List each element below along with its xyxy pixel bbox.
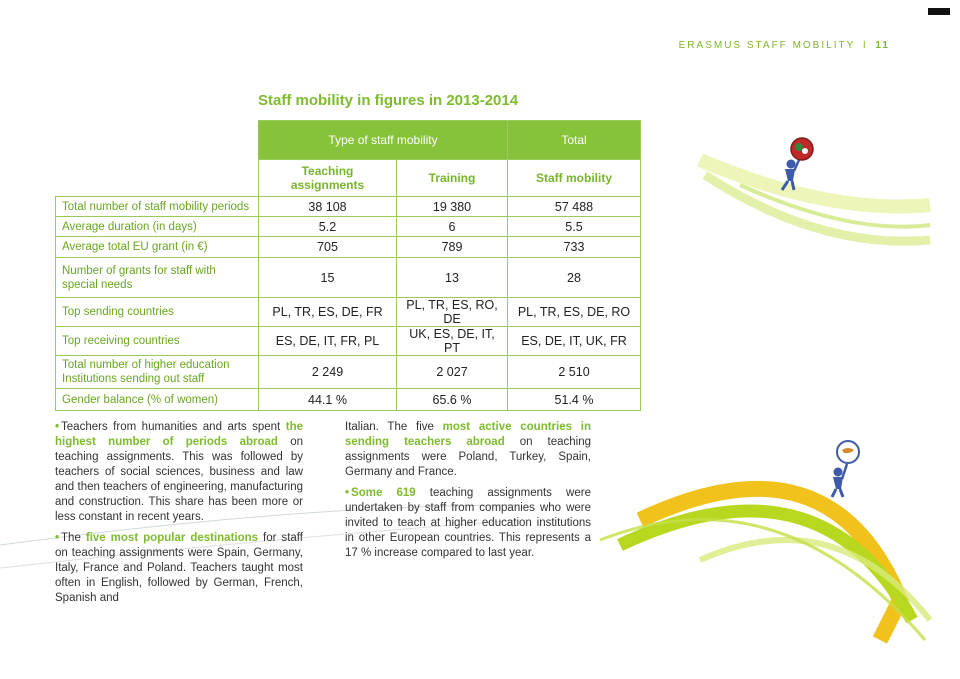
cell: PL, TR, ES, DE, RO [508,298,641,327]
cell: 65.6 % [397,389,508,411]
cell: 705 [259,237,397,258]
table-row [56,237,641,258]
cell: PL, TR, ES, DE, FR [259,298,397,327]
cell: ES, DE, IT, UK, FR [508,327,641,356]
cell: 789 [397,237,508,258]
staff-mobility-table [55,120,641,411]
paragraph-destinations: • The five most popular destinations for staff on teaching assignments were Spain, Germany, Italy, France and Poland. Teachers taught most often in English, followed by German, French, Spanish and [55,532,303,604]
cell: 51.4 % [508,389,641,411]
cell: UK, ES, DE, IT, PT [397,327,508,356]
bullet-icon: • [55,421,60,433]
table-row [56,298,641,327]
row-label: Total number of higher education Institutions sending out staff [56,356,259,389]
bullet-icon: • [345,487,350,499]
group-header-total: Total [508,121,641,160]
row-label: Average duration (in days) [56,217,259,237]
cell: PL, TR, ES, RO, DE [397,298,508,327]
corner-mark [928,8,950,15]
cell: 28 [508,258,641,298]
table-row [56,327,641,356]
row-label: Gender balance (% of women) [56,389,259,411]
sub-header-teaching: Teaching assignments [259,160,397,197]
right-column [345,420,591,567]
person-with-flag-icon [768,136,818,192]
cell: 2 510 [508,356,641,389]
bullet-icon: • [55,532,60,544]
row-label: Number of grants for staff with special needs [56,258,259,298]
table-row [56,389,641,411]
table-row [56,217,641,237]
cell: ES, DE, IT, FR, PL [259,327,397,356]
person-with-cyprus-flag-icon [822,438,868,498]
sub-header-staff-mobility: Staff mobility [508,160,641,197]
paragraph-sending-countries: Italian. The five most active countries in sending teachers abroad on teaching assignments were Poland, Turkey, Spain, Germany and France. [345,421,591,478]
cell: 15 [259,258,397,298]
cell: 6 [397,217,508,237]
cell: 733 [508,237,641,258]
cell: 13 [397,258,508,298]
cell: 44.1 % [259,389,397,411]
row-label: Total number of staff mobility periods [56,197,259,217]
page-number: 11 [875,40,890,51]
row-label: Top receiving countries [56,327,259,356]
cell: 57 488 [508,197,641,217]
left-column [55,420,303,612]
running-title: ERASMUS STAFF MOBILITY [678,40,856,51]
paragraph-companies: • Some 619 teaching assignments were undertaken by staff from companies who were invited to teach at higher education institutions in other European countries. This represents a 17 % increase compared to last year. [345,487,591,559]
table-row [56,356,641,389]
table-row [56,258,641,298]
group-header-type: Type of staff mobility [259,121,508,160]
row-label: Average total EU grant (in €) [56,237,259,258]
cell: 5.2 [259,217,397,237]
cell: 2 027 [397,356,508,389]
running-header [679,40,890,51]
cell: 5.5 [508,217,641,237]
cell: 2 249 [259,356,397,389]
sub-header-training: Training [397,160,508,197]
cell: 19 380 [397,197,508,217]
header-separator: I [862,40,868,51]
page-title: Staff mobility in figures in 2013-2014 [258,92,519,109]
paragraph-humanities: • Teachers from humanities and arts spent the highest number of periods abroad on teaching assignments. This was followed by teachers of social sciences, business and law and then teachers of engineering, manufacturing and construction. This share has been more or less constant in recent years. [55,421,303,523]
table-row [56,197,641,217]
cell: 38 108 [259,197,397,217]
row-label: Top sending countries [56,298,259,327]
